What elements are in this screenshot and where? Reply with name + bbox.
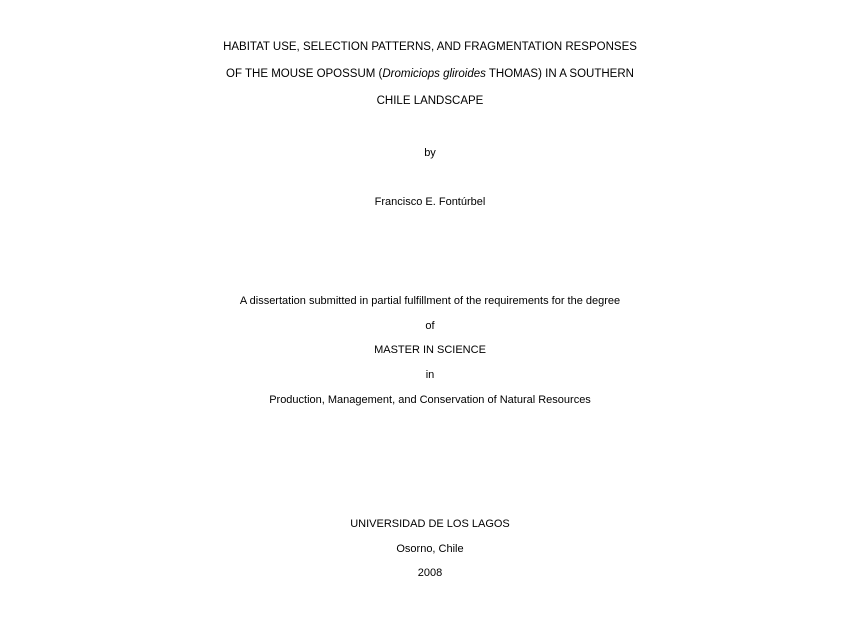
by-label: by: [424, 147, 436, 159]
title-line-3: CHILE LANDSCAPE: [376, 95, 484, 107]
title-line-2: [0, 67, 860, 81]
of-label: of: [425, 320, 435, 332]
title-line-2-suffix: THOMAS) IN A SOUTHERN: [485, 68, 634, 80]
location: Osorno, Chile: [396, 543, 464, 555]
title-line-2-prefix: OF THE MOUSE OPOSSUM (: [226, 68, 383, 80]
dissertation-statement: A dissertation submitted in partial fulfillment of the requirements for the degree: [239, 295, 621, 307]
university-name: UNIVERSIDAD DE LOS LAGOS: [350, 518, 510, 530]
in-label: in: [425, 369, 435, 381]
degree-name: MASTER IN SCIENCE: [374, 344, 486, 356]
author-name: Francisco E. Fontúrbel: [374, 196, 486, 208]
title-line-1: HABITAT USE, SELECTION PATTERNS, AND FRAGMENTATION RESPONSES: [223, 41, 637, 53]
program-name: Production, Management, and Conservation of Natural Resources: [269, 394, 591, 406]
species-name: Dromiciops gliroides: [382, 68, 486, 80]
year: 2008: [417, 567, 443, 579]
